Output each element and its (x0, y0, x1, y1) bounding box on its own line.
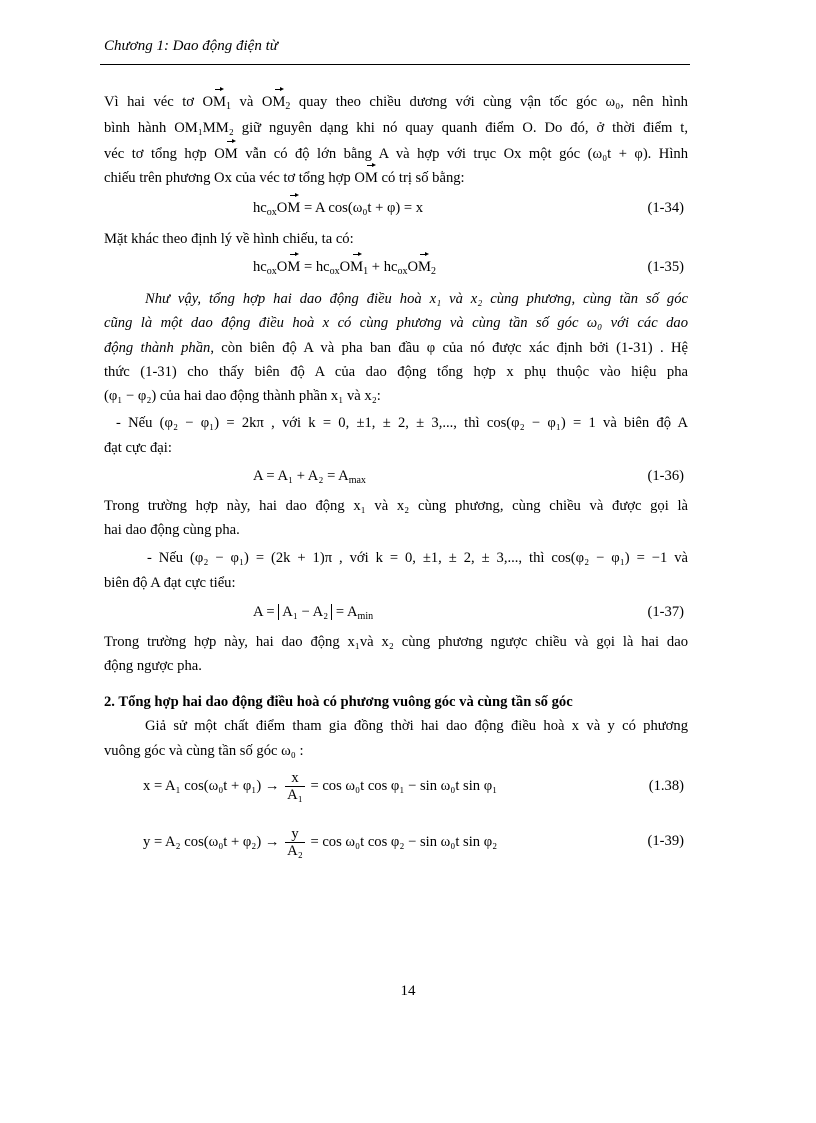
case1-after-line2: hai dao động cùng pha. (104, 522, 240, 538)
para2-line1: Như vậy, tổng hợp hai dao động điều hoà x₁ và x₂ cùng phương, cùng tần số góc (145, 291, 688, 307)
case1-line2: đạt cực đại: (104, 440, 172, 456)
para1-line1: Vì hai véc tơ $OM_1$ và $OM_2$ quay theo chiều dương với cùng vận tốc góc ω₀, nên hình (104, 94, 688, 112)
vector-om: OM (214, 146, 238, 162)
para2-line4: thức (1-31) cho thấy biên độ A của dao động tổng hợp x phụ thuộc vào hiệu pha (104, 364, 688, 380)
case2-after-line2: động ngược pha. (104, 658, 202, 674)
vector-om2: OM (261, 94, 286, 110)
page-number: 14 (400, 983, 416, 999)
projection-line: Mặt khác theo định lý về hình chiếu, ta có: (104, 231, 354, 247)
equation-number: (1.38) (648, 778, 684, 794)
omega-symbol: ω₀ (605, 94, 621, 110)
equation-1-36: $A = A_1 + A_2 = A_{max}$ (253, 468, 366, 486)
case2-line2: biên độ A đạt cực tiểu: (104, 575, 236, 591)
text: và (239, 94, 254, 110)
para1-line4 (104, 168, 688, 188)
text: Vì hai véc tơ (104, 94, 194, 110)
text: chiếu trên phương Ox của véc tơ tổng hợp (104, 170, 351, 186)
equation-number: (1-35) (647, 259, 684, 275)
text: , nên hình (620, 94, 688, 110)
para2-line3: động thành phần, còn biên độ A và pha ban đầu φ của nó được xác định bởi (1-31) . Hệ (104, 340, 688, 356)
header-rule (100, 64, 690, 65)
equation-1-39: y = A₂ cos(ω₀t + φ₂) → $\frac{y}{\text{A₂}}$ = cos ω₀t cos φ₂ − sin ω₀t sin φ₂ (143, 826, 498, 860)
para1-line3 (104, 144, 688, 164)
case1-line1: - Nếu (φ₂ − φ₁) = 2kπ , với k = 0, ±1, ± 2, ± 3,..., thì cos(φ₂ − φ₁) = 1 và biên độ A (116, 415, 688, 431)
para2-line5: (φ₁ − φ₂) của hai dao động thành phần x₁ và x₂: (104, 388, 381, 404)
text: vẫn có độ lớn bằng A và hợp với trục Ox một góc (ω₀t + φ). Hình (245, 146, 688, 162)
text: quay theo chiều dương với cùng vận tốc góc (298, 94, 598, 110)
text: véc tơ tổng hợp (104, 146, 207, 162)
equation-1-35: $hc_{ox}OM = hc_{ox}OM_1 + hc_{ox}OM_2$ (253, 259, 436, 277)
para2-line2: cũng là một dao động điều hoà x có cùng phương và cùng tần số góc ω₀ với các dao (104, 315, 688, 331)
case2-after-line1: Trong trường hợp này, hai dao động x₁và x₂ cùng phương ngược chiều và gọi là hai dao (104, 634, 688, 650)
case1-after-line1: Trong trường hợp này, hai dao động x₁ và x₂ cùng phương, cùng chiều và được gọi là (104, 498, 688, 514)
equation-number: (1-39) (647, 833, 684, 849)
equation-number: (1-37) (647, 604, 684, 620)
equation-1-38: x = A₁ cos(ω₀t + φ₁) → $\frac{x}{\text{A₁}}$ = cos ω₀t cos φ₁ − sin ω₀t sin φ₁ (143, 770, 498, 804)
section-heading: 2. Tổng hợp hai dao động điều hoà có phương vuông góc và cùng tần số góc (104, 694, 573, 710)
vector-om: OM (354, 170, 378, 186)
para1-line2: bình hành OM₁MM₂ giữ nguyên dạng khi nó quay quanh điểm O. Do đó, ở thời điểm t, (104, 120, 688, 136)
equation-number: (1-34) (647, 200, 684, 216)
section2-line2: vuông góc và cùng tần số góc ω₀ : (104, 743, 304, 759)
equation-1-37: $A = A_1 - A_2 = A_{min}$ (253, 604, 374, 622)
equation-1-34: $hc_{ox}OM = A$ cos(ω₀t + φ) = x (253, 200, 424, 218)
case2-line1: - Nếu (φ₂ − φ₁) = (2k + 1)π , với k = 0, ±1, ± 2, ± 3,..., thì cos(φ₂ − φ₁) = −1 và (147, 550, 688, 566)
equation-number: (1-36) (647, 468, 684, 484)
running-header: Chương 1: Dao động điện từ (104, 38, 278, 54)
section2-line1: Giả sử một chất điểm tham gia đồng thời hai dao động điều hoà x và y có phương (145, 718, 688, 734)
vector-om1: OM (202, 94, 227, 110)
text: có trị số bằng: (381, 170, 465, 186)
